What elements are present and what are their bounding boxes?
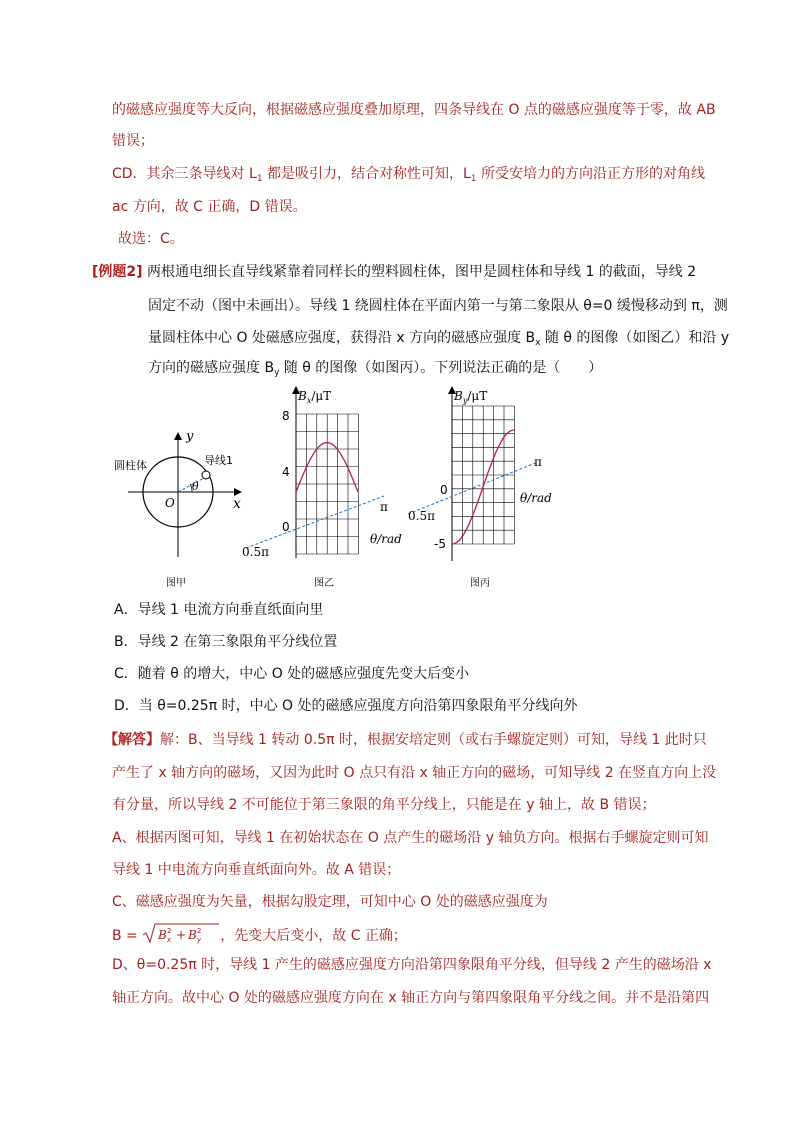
text-fragment: CD．其余三条导线对 L bbox=[112, 166, 257, 182]
text-fragment: 解：B、当导线 1 转动 0.5π 时，根据安培定则（或右手螺旋定则）可知，导线 1 此时只 bbox=[160, 732, 707, 748]
theta-label: θ bbox=[192, 480, 199, 493]
text-fragment: B = bbox=[112, 928, 143, 944]
text-fragment: ，先变大后变小，故 C 正确； bbox=[220, 928, 407, 944]
tick-label: 0 bbox=[282, 520, 290, 534]
example-tag: [例题2] bbox=[92, 264, 143, 280]
theta-guide-yi bbox=[246, 496, 384, 548]
solution-line: D、θ=0.25π 时，导线 1 产生的磁感应强度方向沿第四象限角平分线，但导线 2 产生的磁场沿 x bbox=[112, 957, 712, 973]
text-fragment: 两根通电细长直导线紧靠着同样长的塑料圆柱体，图甲是圆柱体和导线 1 的截面，导线 2 bbox=[142, 264, 697, 280]
origin-label: O bbox=[165, 496, 175, 510]
solution-line: C、磁感应强度为矢量，根据勾股定理，可知中心 O 处的磁感应强度为 bbox=[112, 894, 548, 910]
tick-label: 8 bbox=[282, 409, 290, 423]
solution-line: A、根据丙图可知，导线 1 在初始状态在 O 点产生的磁场沿 y 轴负方向。根据右手螺旋定则可知 bbox=[112, 830, 709, 846]
text-fragment: 都是吸引力，结合对称性可知，L bbox=[262, 166, 471, 182]
solution-line bbox=[104, 730, 707, 750]
figure-jia bbox=[114, 429, 241, 589]
example-line bbox=[148, 328, 729, 353]
text-fragment: 随 θ 的图像（如图丙）。下列说法正确的是（ ） bbox=[279, 360, 603, 376]
text-fragment: 随 θ 的图像（如图乙）和沿 y bbox=[540, 330, 730, 346]
svg-text:B: B bbox=[188, 928, 198, 942]
grid-yi bbox=[296, 414, 358, 554]
text-line bbox=[112, 164, 705, 189]
figure-bing bbox=[408, 388, 552, 589]
wire-1-dot bbox=[202, 471, 210, 479]
caption-jia: 图甲 bbox=[166, 578, 186, 589]
example-line bbox=[92, 262, 696, 282]
wire-1-label: 导线1 bbox=[204, 454, 233, 467]
option-b: B．导线 2 在第三象限角平分线位置 bbox=[114, 634, 338, 650]
text-line: 错误； bbox=[112, 133, 154, 149]
tick-label: 4 bbox=[282, 465, 290, 479]
option-c: C．随着 θ 的增大，中心 O 处的磁感应强度先变大后变小 bbox=[114, 666, 470, 682]
formula-line bbox=[112, 922, 407, 950]
pi-label: π bbox=[380, 500, 388, 514]
solution-line: 有分量，所以导线 2 不可能位于第三象限的角平分线上，只能是在 y 轴上，故 B 错误； bbox=[112, 797, 656, 813]
solution-tag: 【解答】 bbox=[104, 732, 160, 748]
option-a: A．导线 1 电流方向垂直纸面向里 bbox=[114, 602, 324, 618]
caption-bing: 图丙 bbox=[470, 578, 490, 589]
solution-line: 产生了 x 轴方向的磁场，又因为此时 O 点只有沿 x 轴正方向的磁场，可知导线 2 在竖直方向上没 bbox=[112, 765, 717, 781]
svg-text:2: 2 bbox=[167, 927, 172, 935]
grid-bing bbox=[452, 406, 514, 544]
figure-yi bbox=[242, 388, 402, 589]
answer-line: 故选：C。 bbox=[118, 231, 184, 247]
option-d: D．当 θ=0.25π 时，中心 O 处的磁感应强度方向沿第四象限角平分线向外 bbox=[114, 698, 578, 714]
tick-label: -5 bbox=[434, 537, 446, 551]
text-fragment: 所受安培力的方向沿正方形的对角线 bbox=[476, 166, 705, 182]
example-line: 固定不动（图中未画出）。导线 1 绕圆柱体在平面内第一与第二象限从 θ=0 缓慢移动到 π，测 bbox=[148, 298, 728, 314]
subscript: y bbox=[274, 368, 280, 378]
xlabel-bing: θ/rad bbox=[520, 491, 552, 505]
svg-text:y: y bbox=[197, 936, 202, 944]
svg-text:x: x bbox=[167, 936, 172, 944]
subscript: 1 bbox=[470, 174, 477, 184]
physics-figure bbox=[112, 378, 582, 593]
half-pi-label: 0.5π bbox=[408, 509, 435, 523]
text-fragment: 方向的磁感应强度 B bbox=[148, 360, 275, 376]
svg-text:B: B bbox=[158, 928, 168, 942]
ylabel-yi: $B_x/\mu T$ bbox=[298, 389, 332, 405]
subscript: 1 bbox=[256, 174, 263, 184]
pi-label: π bbox=[534, 455, 542, 469]
caption-yi: 图乙 bbox=[314, 578, 334, 589]
subscript: x bbox=[535, 338, 541, 348]
cylinder-label: 圆柱体 bbox=[114, 459, 147, 472]
solution-line: 导线 1 中电流方向垂直纸面向外。故 A 错误； bbox=[112, 862, 401, 878]
text-line: ac 方向，故 C 正确，D 错误。 bbox=[112, 199, 307, 215]
text-line: 的磁感应强度等大反向，根据磁感应强度叠加原理，四条导线在 O 点的磁感应强度等于零，故 AB bbox=[112, 102, 716, 118]
ylabel-bing: $B_y/\mu T$ bbox=[454, 389, 488, 405]
x-label: x bbox=[233, 496, 241, 512]
y-label: y bbox=[186, 429, 194, 444]
half-pi-label: 0.5π bbox=[242, 545, 269, 559]
tick-label: 0 bbox=[440, 483, 448, 497]
solution-line: 轴正方向。故中心 O 处的磁感应强度方向在 x 轴正方向与第四象限角平分线之间。并不是沿第四 bbox=[112, 990, 710, 1006]
svg-text:2: 2 bbox=[197, 927, 202, 935]
xlabel-yi: θ/rad bbox=[370, 532, 402, 546]
text-fragment: 量圆柱体中心 O 处磁感应强度，获得沿 x 方向的磁感应强度 B bbox=[148, 330, 536, 346]
svg-text:+: + bbox=[176, 928, 187, 942]
sqrt-formula bbox=[142, 922, 220, 950]
